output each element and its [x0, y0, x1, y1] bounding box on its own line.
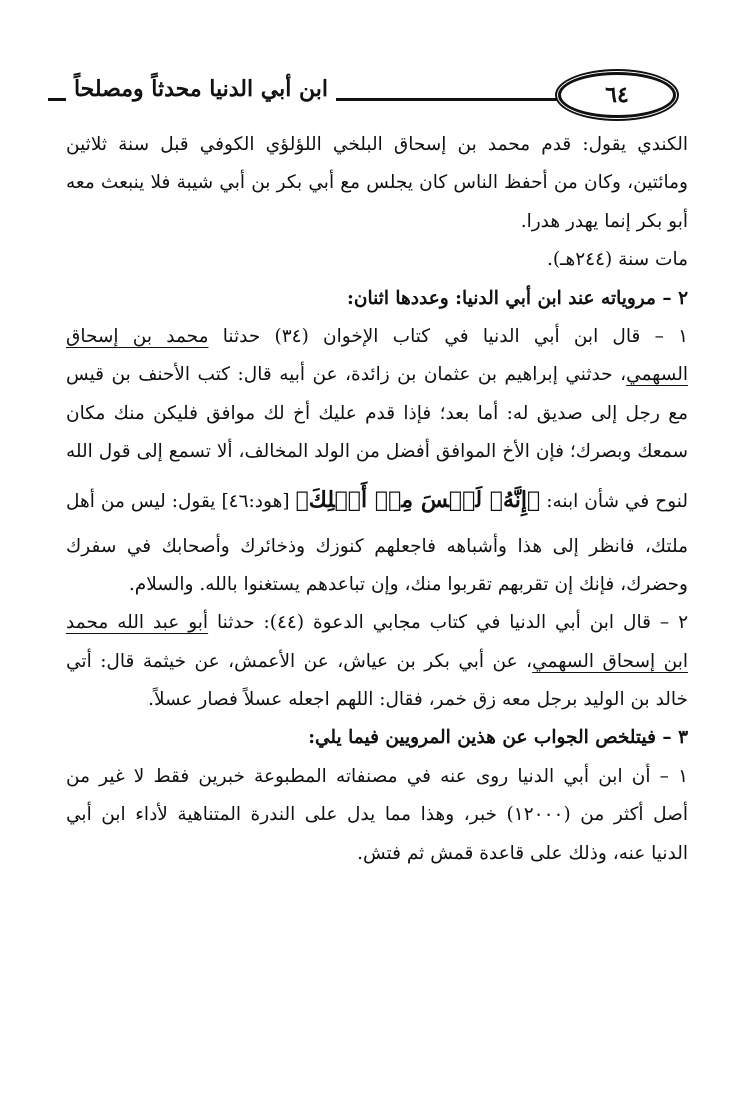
page-number-oval — [558, 72, 676, 118]
page-body — [66, 126, 688, 873]
page-number: ٦٤ — [605, 82, 629, 108]
narration-text: ، عن أبي بكر بن عياش، عن الأعمش، عن خيثمة قال: أتي — [66, 650, 533, 672]
text-line: الكندي يقول: قدم محمد بن إسحاق البلخي اللؤلؤي الكوفي قبل سنة ثلاثين — [66, 134, 688, 155]
narration-1-line: مع رجل إلى صديق له: أما بعد؛ فإذا قدم عليك أخ لك موافق فليكن منك مكان — [66, 402, 688, 424]
section-heading-3: ٣ – فيتلخص الجواب عن هذين المرويين فيما يلي: — [308, 727, 688, 749]
narration-text: ٢ – قال ابن أبي الدنيا في كتاب مجابي الدعوة (٤٤): حدثنا — [217, 612, 688, 634]
narration-1-line — [66, 356, 688, 394]
narration-2-line: خالد بن الوليد برجل معه زق خمر، فقال: اللهم اجعله عسلاً فصار عسلاً. — [148, 689, 688, 711]
narration-1-line: ملتك، فانظر إلى هذا وأشباهه فاجعلهم كنوزك وذخائرك وأصحابك في سفرك — [66, 535, 688, 557]
running-title: ابن أبي الدنيا محدثاً ومصلحاً — [66, 76, 336, 102]
narration-text: لنوح في شأن ابنه: — [546, 490, 688, 512]
section-heading-2: ٢ – مروياته عند ابن أبي الدنيا: وعددها اثنان: — [347, 287, 688, 309]
narration-2-line — [66, 604, 688, 642]
page-header — [48, 72, 676, 124]
narration-text: [هود:٤٦] يقول: ليس من أهل — [66, 490, 290, 512]
underlined-narrator: أبو عبد الله محمد — [66, 612, 209, 634]
text-line: ومائتين، وكان من أحفظ الناس كان يجلس مع أبي بكر بن أبي شيبة فلا ينبعث معه — [66, 172, 688, 194]
summary-line: ١ – أن ابن أبي الدنيا روى عنه في مصنفاته المطبوعة خبرين فقط لا غير من — [66, 765, 688, 787]
underlined-narrator: ابن إسحاق السهمي — [532, 650, 688, 672]
narration-1-line: سمعك وبصرك؛ فإن الأخ الموافق أفضل من الولد المخالف، ألا تسمع إلى قول الله — [66, 441, 688, 463]
narration-text: ١ – قال ابن أبي الدنيا في كتاب الإخوان (٣٤) حدثنا — [222, 325, 688, 347]
quran-verse: ﴿إِنَّهُۥ لَيۡسَ مِنۡ أَهۡلِكَ﴾ — [295, 486, 541, 513]
narration-1-line: وحضرك، فإنك إن تقربهم تقربوا منك، وإن تباعدهم يستغنوا بالله. والسلام. — [128, 573, 688, 595]
summary-line: أصل أكثر من (١٢٠٠٠) خبر، وهذا مما يدل على الندرة المتناهية لأداء ابن أبي — [66, 804, 688, 826]
narration-text: ، حدثني إبراهيم بن عثمان بن زائدة، عن أبيه قال: كتب الأحنف بن قيس — [66, 364, 627, 386]
underlined-narrator: محمد بن إسحاق — [66, 325, 209, 347]
summary-line: الدنيا عنه، وذلك على قاعدة قمش ثم فتش. — [357, 842, 688, 864]
narration-1-quran-line — [66, 472, 688, 528]
underlined-narrator: السهمي — [626, 364, 688, 386]
narration-2-line — [66, 643, 688, 681]
narration-1-line — [66, 318, 688, 356]
death-date-line: مات سنة (٢٤٤هـ). — [546, 249, 688, 271]
text-line: أبو بكر إنما يهدر هدرا. — [520, 210, 688, 232]
